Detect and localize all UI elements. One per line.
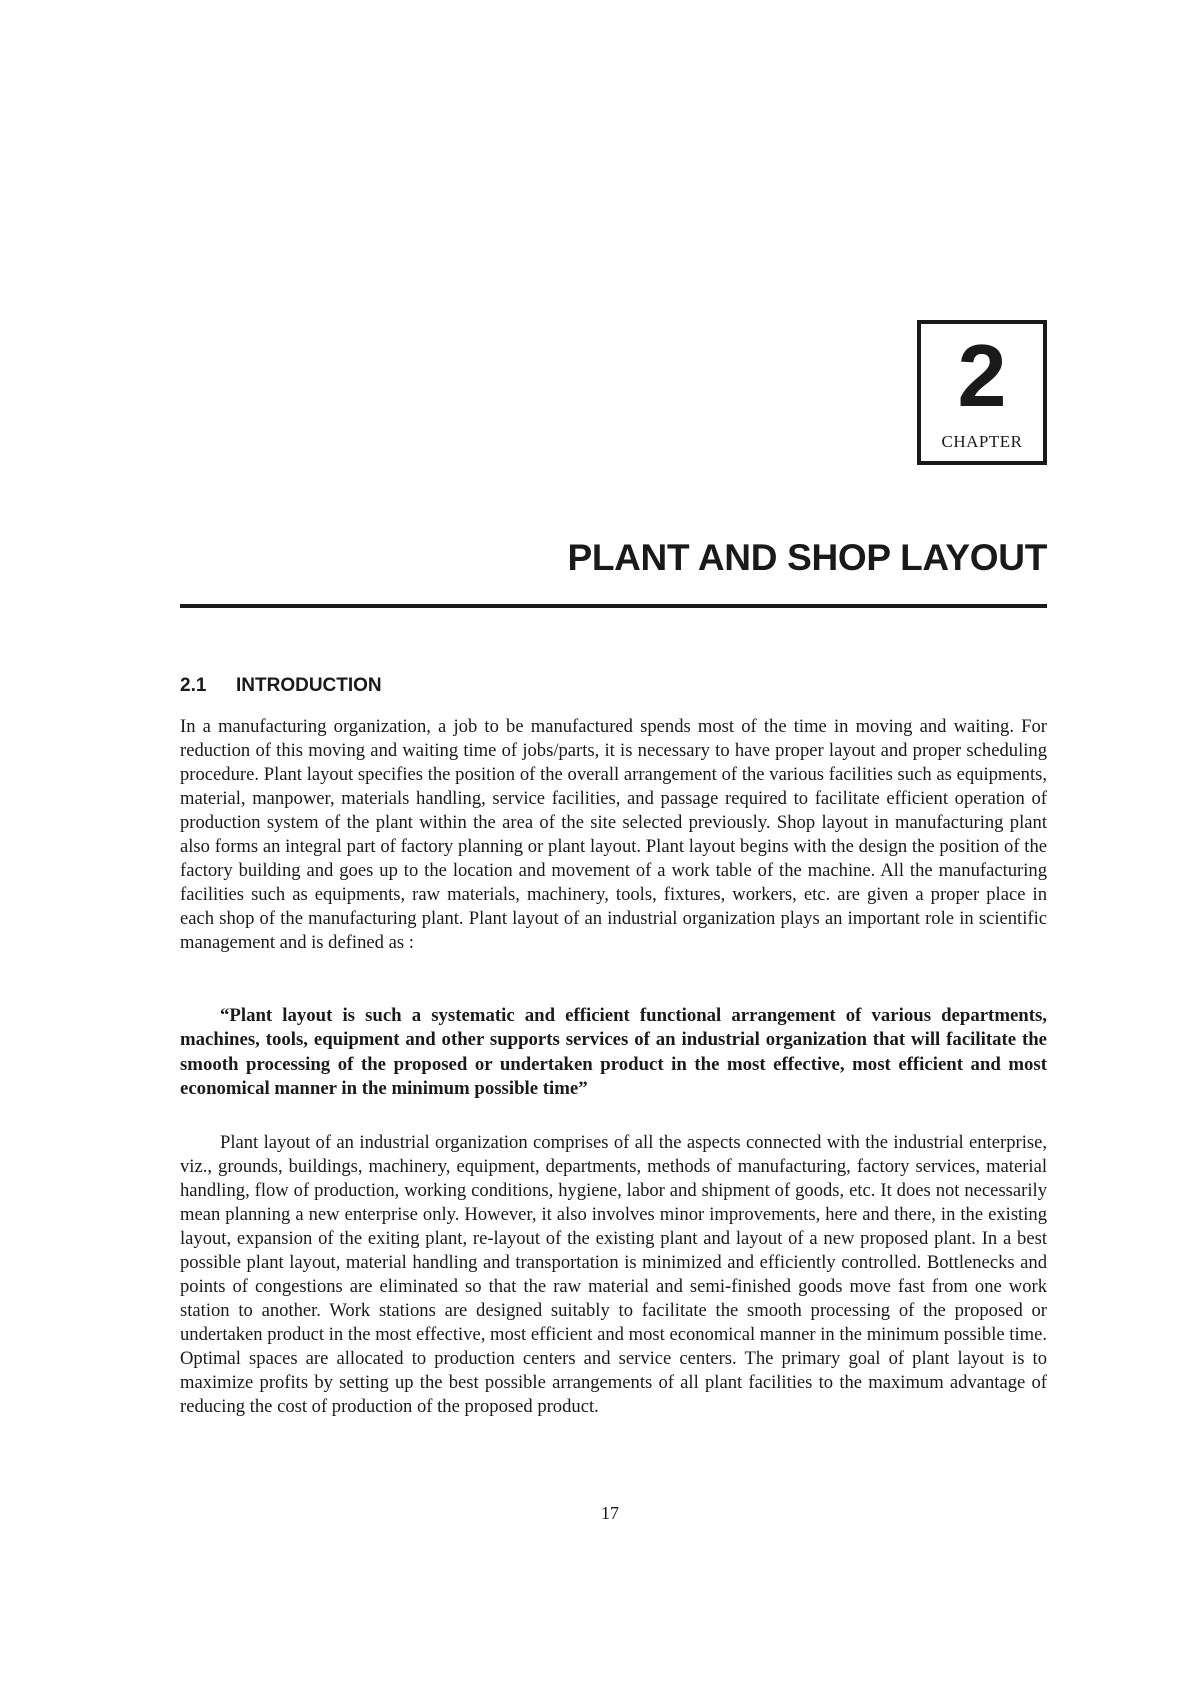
chapter-number: 2	[957, 326, 1007, 425]
intro-paragraph: In a manufacturing organization, a job to be manufactured spends most of the time in moving and waiting. For reduction of this moving and waiting time of jobs/parts, it is necessary to have proper layout and proper scheduling procedure. Plant layout specifies the position of the overall arrangement of the various facilities such as equipments, material, manpower, materials handling, service facilities, and passage required to facilitate efficient operation of production system of the plant within the area of the site selected previously. Shop layout in manufacturing plant also forms an integral part of factory planning or plant layout. Plant layout begins with the design the position of the factory building and goes up to the location and movement of a work table of the machine. All the manufacturing facilities such as equipments, raw materials, machinery, tools, fixtures, workers, etc. are given a proper place in each shop of the manufacturing plant. Plant layout of an industrial organization plays an important role in scientific management and is defined as :	[180, 716, 1047, 953]
chapter-label: CHAPTER	[941, 432, 1023, 451]
chapter-title: PLANT AND SHOP LAYOUT	[567, 537, 1047, 578]
body-paragraph: Plant layout of an industrial organization comprises of all the aspects connected with the industrial enterprise, viz., grounds, buildings, machinery, equipment, departments, methods of manufacturing, factory services, material handling, flow of production, working conditions, hygiene, labor and shipment of goods, etc. It does not necessarily mean planning a new enterprise only. However, it also involves minor improvements, here and there, in the existing layout, expansion of the exiting plant, re-layout of the existing plant and layout of a new proposed plant. In a best possible plant layout, material handling and transportation is minimized and efficiently controlled. Bottlenecks and points of congestions are eliminated so that the raw material and semi-finished goods move fast from one work station to another. Work stations are designed suitably to facilitate the smooth processing of the proposed or undertaken product in the most effective, most efficient and most economical manner in the minimum possible time. Optimal spaces are allocated to production centers and service centers. The primary goal of plant layout is to maximize profits by setting up the best possible arrangements of all plant facilities to the maximum advantage of reducing the cost of production of the proposed product.	[180, 1132, 1047, 1417]
section-title: INTRODUCTION	[236, 675, 382, 696]
section-heading	[180, 674, 382, 698]
chapter-number-box	[917, 320, 1047, 465]
definition-quote: “Plant layout is such a systematic and efficient functional arrangement of various departments, machines, tools, equipment and other supports services of an industrial organization that will facilitate the smooth processing of the proposed or undertaken product in the most effective, most efficient and most economical manner in the minimum possible time”	[180, 1005, 1047, 1100]
title-divider	[180, 604, 1047, 608]
section-number: 2.1	[180, 675, 207, 696]
page-number: 17	[601, 1503, 619, 1523]
